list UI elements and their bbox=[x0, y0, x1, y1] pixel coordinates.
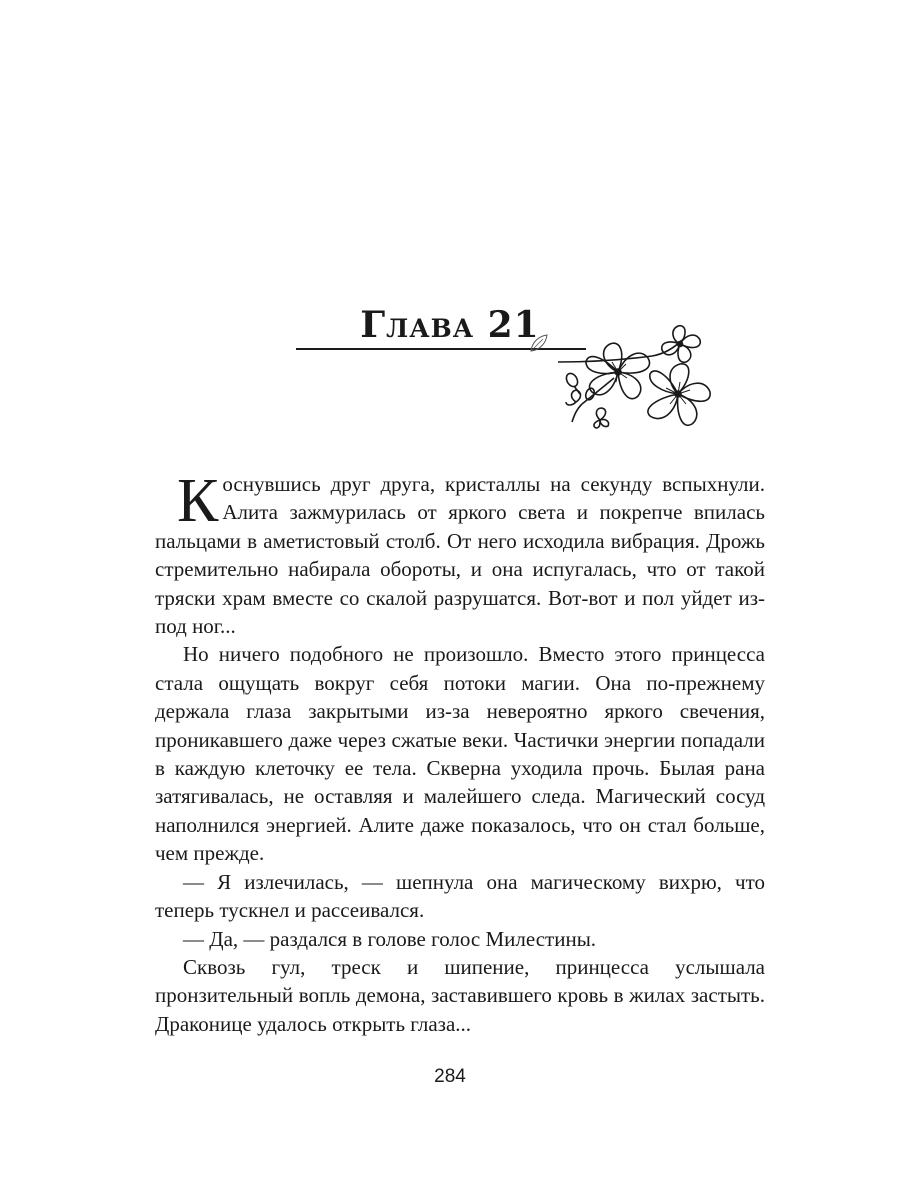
paragraph: — Да, — раздался в голове голос Милестины. bbox=[183, 926, 597, 951]
paragraph bbox=[155, 467, 765, 640]
chapter-title: Глава 21 bbox=[360, 304, 540, 346]
cherry-blossom-icon bbox=[552, 318, 722, 436]
paragraph: Но ничего подобного не произошло. Вместо этого принцесса стала ощущать вокруг себя потоки магии. Она по-прежнему держала глаза закрытыми из-за невероятно яркого свечения, проникавшего даже через сжатые веки. Частички энергии попадали в каждую клеточку ее тела. Скверна уходила прочь. Былая рана затягивалась, не оставляя и малейшего следа. Магический сосуд наполнился энергией. Алите даже показалось, что он стал больше, чем прежде. bbox=[155, 642, 765, 866]
chapter-body bbox=[155, 467, 765, 1038]
page-number: 284 bbox=[434, 1066, 466, 1087]
paragraph-text: оснувшись друг друга, кристаллы на секунду вспыхнули. Алита зажмурилась от яркого света и покрепче впилась пальцами в аметистовый столб. От него исходила вибрация. Дрожь стремительно набирала обороты, и она испугалась, что от такой тряски храм вместе со скалой разрушатся. Вот-вот и пол уйдет из-под ног... bbox=[155, 472, 765, 639]
drop-cap: К bbox=[177, 467, 219, 535]
paragraph: — Я излечилась, — шепнула она магическому вихрю, что теперь тускнел и рассеивался. bbox=[155, 869, 765, 923]
paragraph: Сквозь гул, треск и шипение, принцесса услышала пронзительный вопль демона, заставившего кровь в жилах застыть. Драконице удалось открыть глаза... bbox=[155, 954, 765, 1036]
leaf-icon bbox=[528, 332, 550, 354]
